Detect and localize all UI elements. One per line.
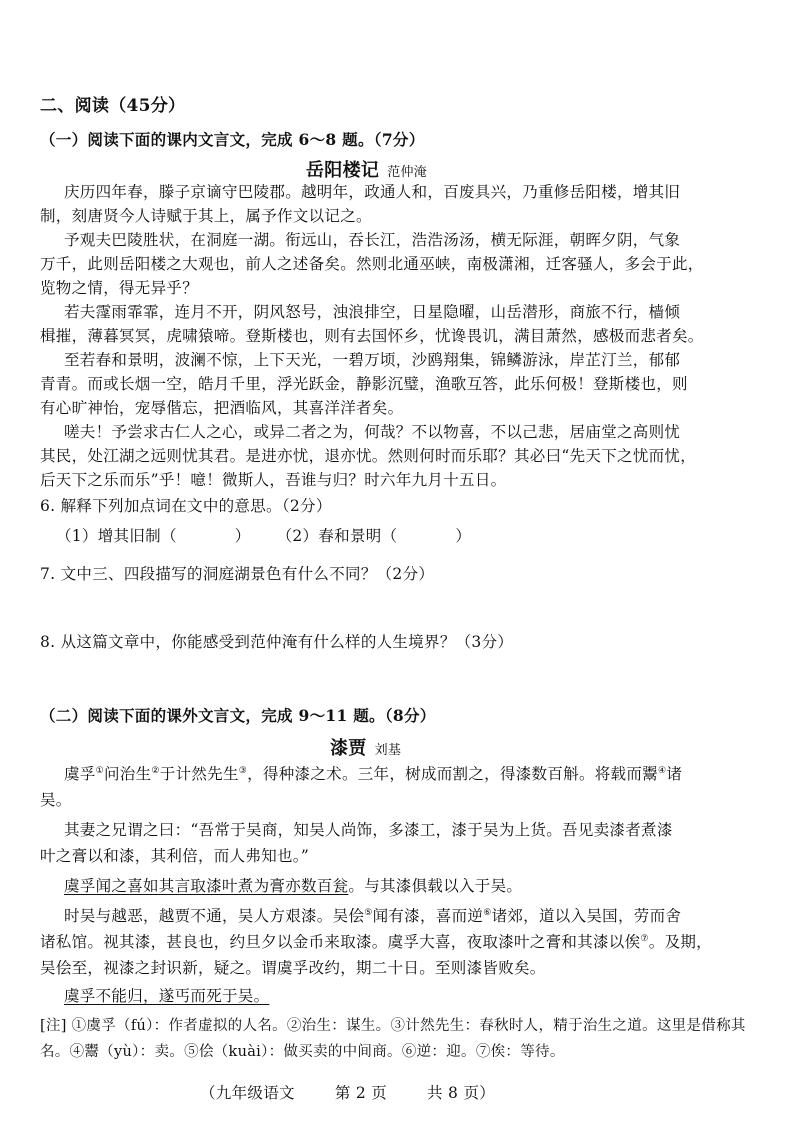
- question-6-items: [56, 524, 471, 546]
- passage2-line: 吴。: [40, 791, 72, 809]
- passage2-line: 虞孚①问治生②于计然先生③，得种漆之术。三年，树成而割之，得漆数百斛。将载而鬻④诸: [64, 765, 683, 783]
- passage1-line: 楫摧，薄暮冥冥，虎啸猿啼。登斯楼也，则有去国怀乡，忧谗畏讥，满目萧然，感极而悲者矣。: [40, 327, 704, 345]
- underlined-sentence: 虞孚闻之喜如其言取漆叶煮为膏亦数百瓮: [64, 877, 349, 895]
- footnote-marker: ⑦: [640, 933, 649, 944]
- footnote-marker: ②: [151, 765, 160, 776]
- passage2-line: 诸私馆。视其漆，甚良也，约旦夕以金币来取漆。虞孚大喜，夜取漆叶之膏和其漆以俟⑦。及期，: [40, 933, 712, 951]
- passage1-line: 青青。而或长烟一空，皓月千里，浮光跃金，静影沉璧，渔歌互答，此乐何极！登斯楼也，则: [40, 375, 688, 393]
- passage1-line: 览物之情，得无异乎？: [40, 279, 199, 297]
- passage2-line: 时吴与越恶，越贾不通，吴人方艰漆。吴侩⑤闻有漆，喜而逆⑥诸郊，道以入吴国，劳而舍: [64, 907, 682, 925]
- footer-total-pages: 共 8 页）: [427, 1084, 496, 1102]
- passage2-line: 其妻之兄谓之曰：“吾常于吴商，知吴人尚饰，多漆工，漆于吴为上货。吾见卖漆者煮漆: [64, 821, 673, 839]
- annotation-notes: 名。④鬻（yù）：卖。⑤侩（kuài）：做买卖的中间商。⑥逆：迎。⑦俟：等待。: [40, 1044, 565, 1060]
- part2-title-block: [330, 734, 401, 760]
- q6-item2-close: ）: [455, 527, 472, 545]
- footnote-marker: ①: [95, 765, 104, 776]
- section-heading: 二、阅读（45分）: [40, 96, 186, 116]
- footnote-marker: ⑤: [364, 907, 373, 918]
- passage1-line: 后天下之乐而乐”乎！噫！微斯人，吾谁与归？时六年九月十五日。: [40, 471, 507, 489]
- passage1-line: 至若春和景明，波澜不惊，上下天光，一碧万顷，沙鸥翔集，锦鳞游泳，岸芷汀兰，郁郁: [64, 351, 681, 369]
- passage2-line: [64, 984, 269, 1006]
- passage1-line: 万千，此则岳阳楼之大观也，前人之述备矣。然则北通巫峡，南极潇湘，迁客骚人，多会于此，: [40, 255, 704, 273]
- part2-instruction: （二）阅读下面的课外文言文，完成 9～11 题。（8分）: [40, 706, 436, 725]
- question-6: 6. 解释下列加点词在文中的意思。（2分）: [40, 497, 332, 515]
- passage2-line: 吴侩至，视漆之封识新，疑之。谓虞孚改约，期二十日。至则漆皆败矣。: [40, 959, 546, 977]
- footnote-marker: ⑥: [483, 907, 492, 918]
- part2-title: 漆贾: [330, 738, 367, 759]
- passage1-line: 其民，处江湖之远则忧其君。是进亦忧，退亦忧。然则何时而乐耶？其必曰“先天下之忧而忧，: [40, 447, 697, 465]
- passage1-line: 制，刻唐贤今人诗赋于其上，属予作文以记之。: [40, 207, 372, 225]
- question-7: 7. 文中三、四段描写的洞庭湖景色有什么不同？（2分）: [40, 565, 435, 583]
- footer-subject: （九年级语文: [200, 1084, 295, 1102]
- passage1-line: 庆历四年春，滕子京谪守巴陵郡。越明年，政通人和，百废具兴，乃重修岳阳楼，增其旧: [64, 183, 681, 201]
- part1-author: 范仲淹: [387, 165, 428, 180]
- q6-item2-open: （2）春和景明（: [276, 527, 398, 545]
- passage1-line: 予观夫巴陵胜状，在洞庭一湖。衔远山，吞长江，浩浩汤汤，横无际涯，朝晖夕阴，气象: [64, 231, 681, 249]
- footnote-marker: ④: [657, 765, 667, 776]
- part2-author: 刘基: [374, 743, 402, 758]
- page-footer: [200, 1081, 495, 1103]
- part1-title-block: [306, 156, 427, 182]
- part1-title: 岳阳楼记: [306, 160, 380, 181]
- part1-instruction: （一）阅读下面的课内文言文，完成 6～8 题。（7分）: [40, 130, 425, 149]
- q6-item1-close: ）: [234, 527, 251, 545]
- passage1-line: 有心旷神怡，宠辱偕忘，把酒临风，其喜洋洋者矣。: [40, 399, 404, 417]
- annotation-notes: [注] ①虞孚（fú）：作者虚拟的人名。②治生：谋生。③计然先生：春秋时人，精于治生之道。这里是借称其: [40, 1018, 746, 1034]
- footnote-marker: ③: [238, 765, 248, 776]
- footer-page-number: 第 2 页: [334, 1084, 388, 1102]
- q6-item1-open: （1）增其旧制（: [56, 527, 177, 545]
- passage1-line: 若夫霪雨霏霏，连月不开，阴风怒号，浊浪排空，日星隐曜，山岳潜形，商旅不行，樯倾: [64, 303, 681, 321]
- passage1-line: 嗟夫！予尝求古仁人之心，或异二者之为，何哉？不以物喜，不以己悲，居庙堂之高则忧: [64, 423, 681, 441]
- question-8: 8. 从这篇文章中，你能感受到范仲淹有什么样的人生境界？（3分）: [40, 633, 514, 651]
- underlined-sentence: 虞孚不能归，遂丐而死于吴。: [64, 987, 270, 1005]
- passage2-line: 虞孚闻之喜如其言取漆叶煮为膏亦数百瓮。与其漆俱载以入于吴。: [64, 877, 523, 895]
- passage2-line: 叶之膏以和漆，其利倍，而人弗知也。”: [40, 847, 310, 865]
